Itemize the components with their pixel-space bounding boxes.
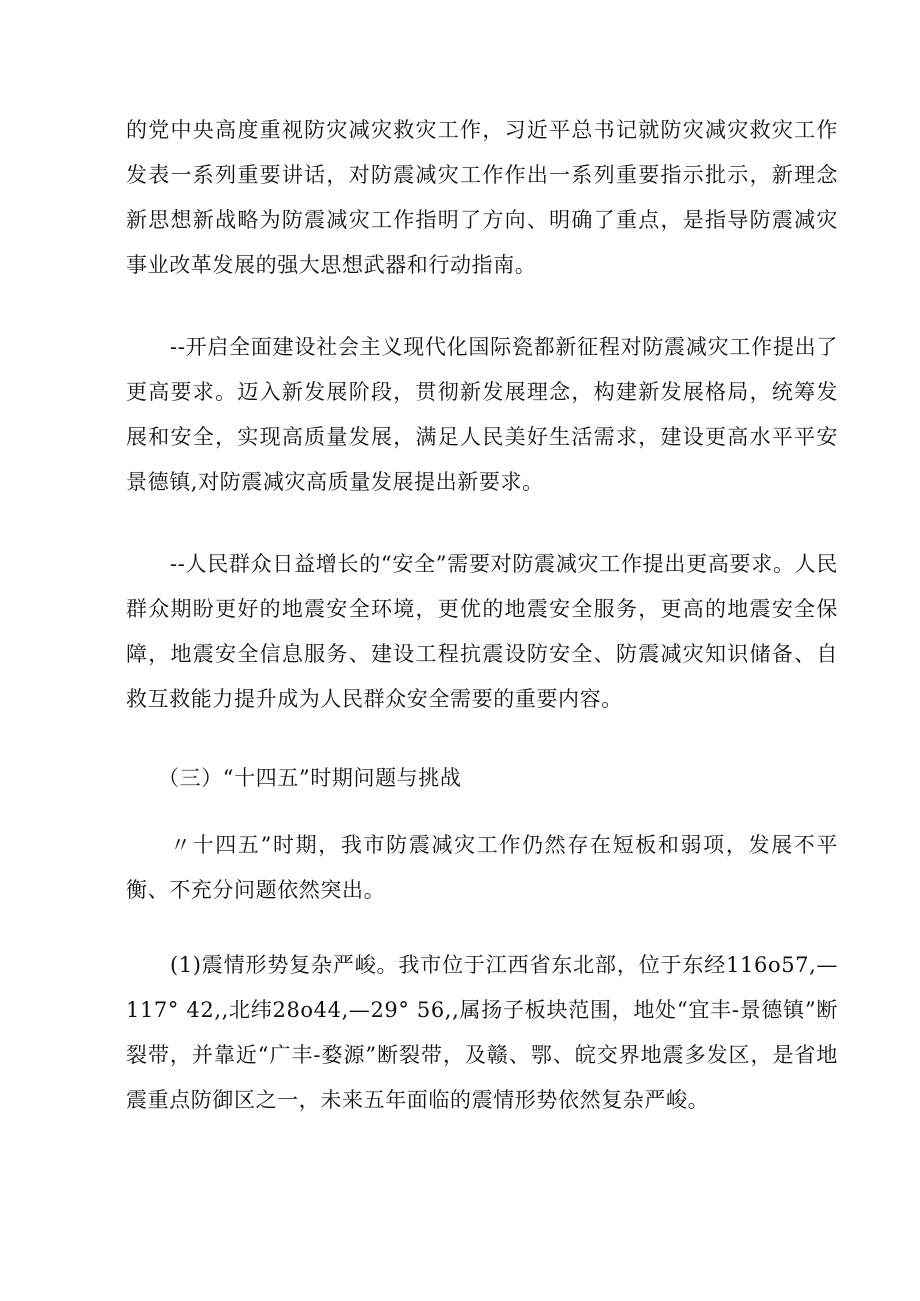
paragraph-party-central-disaster-reduction: 的党中央高度重视防灾减灾救灾工作，习近平总书记就防灾减灾救灾工作发表一系列重要讲话，对防震减灾工作作出一系列重要指示批示，新理念新思想新战略为防震减灾工作指明了方向、明确了重点，是指导防震减灾事业改革发展的强大思想武器和行动指南。: [126, 118, 838, 277]
paragraph-public-safety-needs: --人民群众日益增长的“安全”需要对防震减灾工作提出更高要求。人民群众期盼更好的地震安全环境，更优的地震安全服务，更高的地震安全保障，地震安全信息服务、建设工程抗震设防安全、防震减灾知识储备、自救互救能力提升成为人民群众安全需要的重要内容。: [126, 552, 838, 711]
paragraph-new-journey-requirements: --开启全面建设社会主义现代化国际瓷都新征程对防震减灾工作提出了更高要求。迈入新发展阶段，贯彻新发展理念，构建新发展格局，统筹发展和安全，实现高质量发展，满足人民美好生活需求，建设更高水平平安景德镇,对防震减灾高质量发展提出新要求。: [126, 335, 838, 494]
paragraph-shortcomings-overview: 〃十四五”时期，我市防震减灾工作仍然存在短板和弱项，发展不平衡、不充分问题依然突出。: [126, 833, 838, 902]
section-heading-problems-challenges: （三）“十四五”时期问题与挑战: [158, 766, 462, 790]
paragraph-seismic-situation: (1)震情形势复杂严峻。我市位于江西省东北部，位于东经116o57,—117° 42,,北纬28o44,—29° 56,,属扬子板块范围，地处“宜丰-景德镇”断裂带，并靠近“广丰-婺源”断裂带，及赣、鄂、皖交界地震多发区，是省地震重点防御区之一，未来五年面临的震情形势依然复杂严峻。: [126, 953, 838, 1112]
